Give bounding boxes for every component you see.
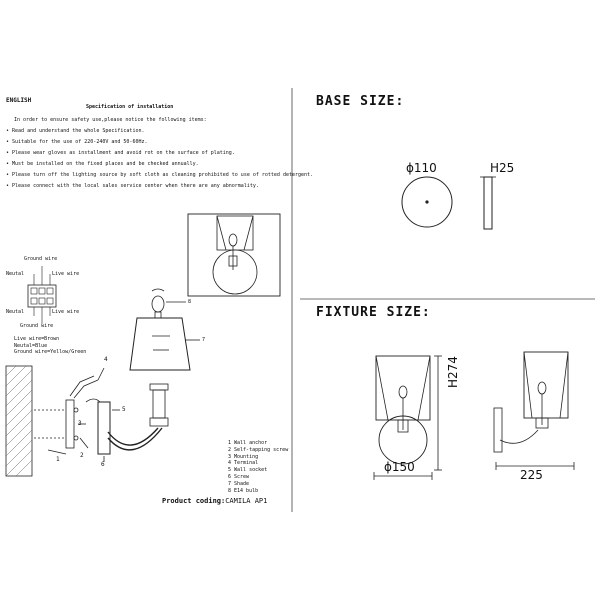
fixture-depth-label: 225 [520,468,543,482]
spec-bullet: • Read and understand the whole Specification. [6,128,145,134]
product-coding-label: Product coding: [162,497,226,505]
spec-bullet: • Please connect with the local sales service center when there are any abnormality. [6,183,259,189]
wiring-live-bottom: Live wire [52,309,80,315]
parts-item: 8 E14 bulb [228,487,259,494]
callout-6: 6 [101,461,105,468]
spec-bullet-list [6,128,313,194]
parts-item: 6 Screw [228,473,250,480]
base-size-title: BASE SIZE: [316,94,405,109]
wiring-neutral-bottom: Neutal [6,309,25,315]
callout-8: 8 [188,299,192,305]
fixture-size-title: FIXTURE SIZE: [316,305,431,320]
fixture-diameter-label: ϕ150 [384,460,415,474]
product-coding [162,497,267,505]
spec-bullet: • Please wear gloves as installment and avoid rot on the surface of plating. [6,150,235,156]
parts-item: 1 Wall anchor [228,440,268,446]
spec-bullet: • Please turn off the lighting source by soft cloth as cleaning prohibited to use of rotted detergent. [6,172,314,178]
wiring-ground-bottom: Ground wire [20,323,54,329]
parts-item: 5 Wall socket [228,467,268,474]
callout-1: 1 [56,456,60,463]
spec-bullet: • Must be installed on the fixed places and be checked annually. [6,161,199,167]
callout-2: 2 [80,452,84,459]
spec-bullet: • Suitable for the use of 220-240V and 50-60Hz. [6,139,148,145]
parts-item: 3 Mounting [228,453,259,460]
parts-item: 7 Shade [228,480,250,487]
fixture-height-label: H274 [446,356,460,388]
parts-list [228,440,288,494]
callout-3: 3 [78,420,82,427]
wiring-ground-top: Ground wire [24,256,58,262]
base-diameter-label: ϕ110 [406,161,437,175]
language-label: ENGLISH [6,97,32,104]
callout-7: 7 [202,337,206,343]
product-coding-value: CAMILA AP1 [225,497,268,505]
wiring-legend: Live wire=Brown Neutal=Blue Ground wire=Yellow/Green [14,336,87,355]
parts-item: 4 Terminal [228,460,259,467]
callout-4: 4 [104,356,108,363]
wiring-live-top: Live wire [52,271,80,277]
parts-item: 2 Self-tapping screw [228,446,289,453]
callout-5: 5 [122,406,126,413]
spec-heading: Specification of installation [86,104,174,110]
base-height-label: H25 [490,161,515,175]
wiring-neutral-top: Neutal [6,271,25,277]
spec-intro: In order to ensure safety use,please notice the following items: [14,117,207,123]
